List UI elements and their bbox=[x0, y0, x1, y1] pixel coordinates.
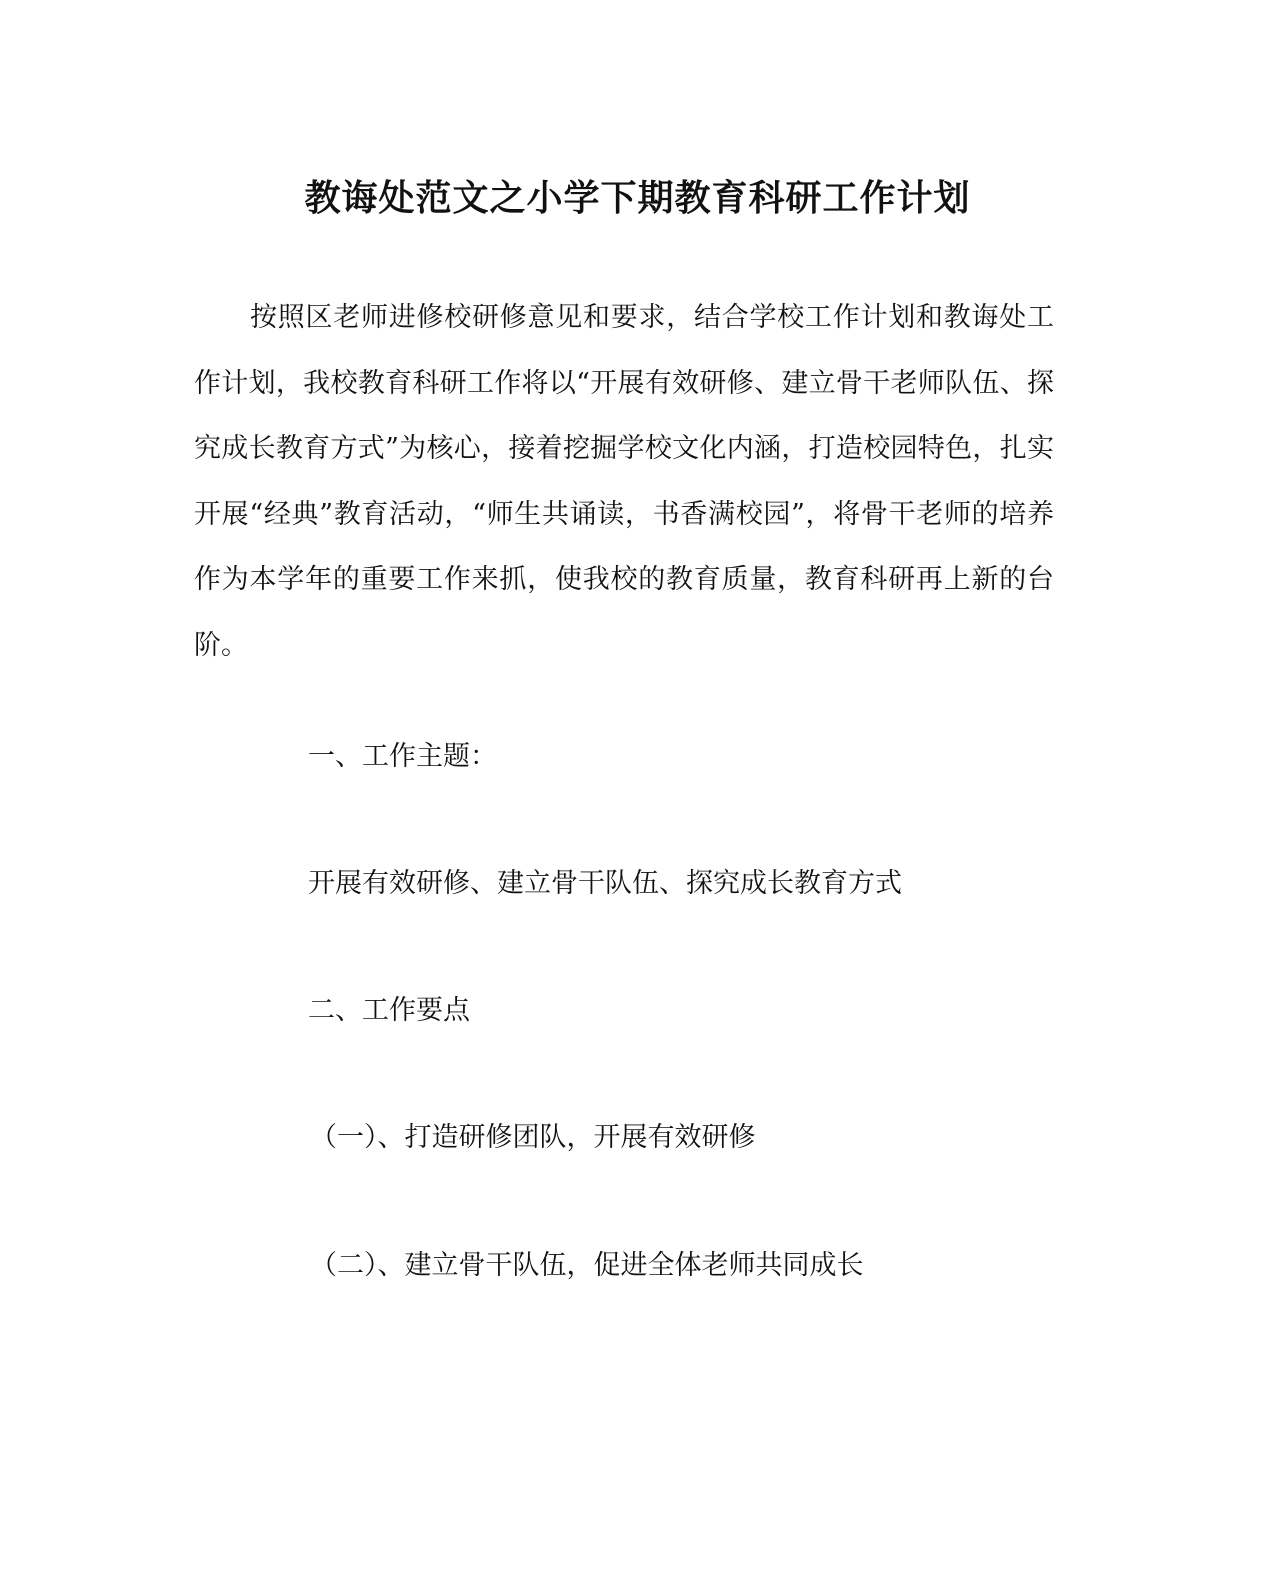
point-2: （二）、建立骨干队伍，促进全体老师共同成长 bbox=[310, 1250, 864, 1281]
intro-paragraph: 按照区老师进修校研修意见和要求，结合学校工作计划和教诲处工作计划，我校教育科研工作将以“开展有效研修、建立骨干老师队伍、探究成长教育方式”为核心，接着挖掘学校文化内涵，打造校园特色，扎实开展“经典”教育活动，“师生共诵读，书香满校园”，将骨干老师的培养作为本学年的重要工作来抓，使我校的教育质量，教育科研再上新的台阶。 bbox=[194, 302, 1054, 661]
section-1-heading: 一、工作主题： bbox=[308, 741, 497, 772]
section-1-content: 开展有效研修、建立骨干队伍、探究成长教育方式 bbox=[308, 868, 902, 899]
section-2-heading: 二、工作要点 bbox=[308, 995, 470, 1026]
document-title: 教诲处范文之小学下期教育科研工作计划 bbox=[304, 177, 971, 219]
point-1: （一）、打造研修团队，开展有效研修 bbox=[310, 1122, 756, 1153]
